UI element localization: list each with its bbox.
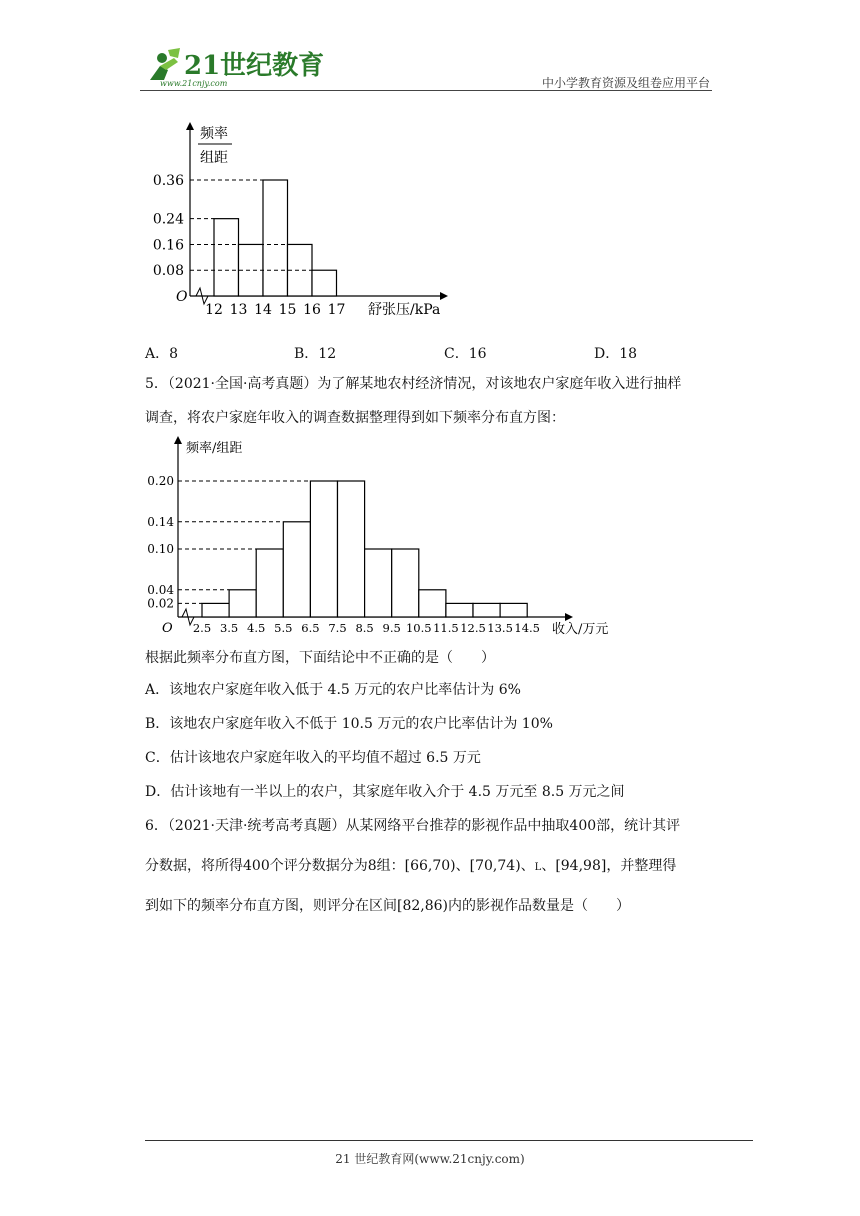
bar-11.5-12.5 <box>446 603 473 617</box>
origin-label: O <box>176 289 188 305</box>
bar-6.5-7.5 <box>310 481 337 617</box>
x-tick-10.5: 10.5 <box>405 621 432 635</box>
q5-question: 根据此频率分布直方图，下面结论中不正确的是（ ） <box>145 650 495 666</box>
y-tick-0.20: 0.20 <box>147 474 174 488</box>
q5-option-b[interactable]: B．该地农户家庭年收入不低于 10.5 万元的农户比率估计为 10% <box>145 716 553 732</box>
y-axis-label-top: 频率 <box>200 126 228 142</box>
bar-16-17 <box>312 270 337 296</box>
bar-4.5-5.5 <box>256 549 283 617</box>
x-axis-arrow-icon <box>565 613 573 621</box>
site-logo <box>140 44 325 90</box>
q6-line2 <box>145 856 715 878</box>
x-tick-14: 14 <box>254 302 272 318</box>
x-tick-8.5: 8.5 <box>355 621 374 635</box>
q6-sep1: 、 <box>455 858 470 874</box>
q6-line3-text: 到如下的频率分布直方图，则评分在区间 <box>145 898 397 914</box>
footer-divider <box>145 1140 753 1141</box>
logo-url: www.21cnjy.com <box>160 79 228 88</box>
y-tick-0.04: 0.04 <box>147 582 174 597</box>
x-tick-3.5: 3.5 <box>219 621 239 635</box>
x-tick-7.5: 7.5 <box>328 621 347 635</box>
y-axis-label: 频率/组距 <box>186 441 243 456</box>
header-divider <box>140 90 712 91</box>
q6-line2-text: 分数据，将所得400个评分数据分为8组： <box>145 858 405 874</box>
logo-text: 21世纪教育 <box>184 51 325 81</box>
bar-12-13 <box>214 219 239 296</box>
interval-94-98: [94,98] <box>555 858 607 874</box>
x-tick-13: 13 <box>229 302 248 318</box>
q6-line2-end: ，并整理得 <box>606 858 677 874</box>
choice-c[interactable]: C．16 <box>444 346 487 362</box>
footer-text: 21 世纪教育网(www.21cnjy.com) <box>335 1152 525 1166</box>
y-axis-arrow-icon <box>186 122 194 130</box>
chart1-svg <box>152 118 460 328</box>
y-tick-0.36: 0.36 <box>152 173 184 189</box>
x-tick-9.5: 9.5 <box>382 621 401 635</box>
bar-8.5-9.5 <box>365 549 392 617</box>
bar-12.5-13.5 <box>473 603 500 617</box>
choice-a[interactable]: A．8 <box>145 346 179 362</box>
chart-income <box>140 434 620 644</box>
interval-70-74: [70,74) <box>469 858 521 874</box>
choice-b[interactable]: B．12 <box>294 346 337 362</box>
bar-9.5-10.5 <box>392 549 419 617</box>
x-tick-17: 17 <box>327 302 346 318</box>
header-platform-text: 中小学教育资源及组卷应用平台 <box>541 76 710 90</box>
interval-82-86: [82,86) <box>397 898 449 914</box>
bar-13.5-14.5 <box>500 603 527 617</box>
x-tick-4.5: 4.5 <box>247 621 266 635</box>
q5-option-c[interactable]: C．估计该地农户家庭年收入的平均值不超过 6.5 万元 <box>145 750 481 766</box>
x-tick-12.5: 12.5 <box>460 621 486 635</box>
q6-line3 <box>145 896 715 916</box>
bar-10.5-11.5 <box>419 590 446 617</box>
choice-d[interactable]: D．18 <box>594 346 638 362</box>
x-tick-12: 12 <box>205 302 223 318</box>
q5-line1: 5．（2021·全国·高考真题）为了解某地农村经济情况，对该地农户家庭年收入进行抽样 <box>145 376 682 392</box>
q5-line2: 调查，将农户家庭年收入的调查数据整理得到如下频率分布直方图： <box>145 410 565 426</box>
y-axis-label-bottom: 组距 <box>200 150 228 166</box>
bar-3.5-4.5 <box>229 590 256 617</box>
chart2-svg <box>140 434 620 644</box>
q5-option-a[interactable]: A．该地农户家庭年收入低于 4.5 万元的农户比率估计为 6% <box>145 682 521 698</box>
y-tick-0.14: 0.14 <box>147 514 174 529</box>
x-tick-15: 15 <box>278 302 297 318</box>
q6-line1: 6．（2021·天津·统考高考真题）从某网络平台推荐的影视作品中抽取400部，统计其评 <box>145 818 681 834</box>
x-tick-11.5: 11.5 <box>433 621 459 635</box>
q6-line3-end: 内的影视作品数量是（ ） <box>448 898 631 914</box>
y-tick-0.02: 0.02 <box>147 596 174 611</box>
origin-label: O <box>162 621 173 636</box>
x-axis-arrow-icon <box>440 292 448 300</box>
runner-logo-icon <box>150 48 180 80</box>
chart-blood-pressure <box>152 118 460 328</box>
x-tick-2.5: 2.5 <box>192 621 212 635</box>
y-tick-0.10: 0.10 <box>147 542 174 556</box>
x-tick-13.5: 13.5 <box>487 621 513 635</box>
y-tick-0.24: 0.24 <box>152 211 184 228</box>
bar-5.5-6.5 <box>283 522 310 617</box>
ellipsis-glyph: L <box>534 862 542 873</box>
x-tick-16: 16 <box>303 302 321 318</box>
bar-2.5-3.5 <box>202 603 229 617</box>
x-tick-14.5: 14.5 <box>514 621 541 635</box>
bar-7.5-8.5 <box>338 481 365 617</box>
q6-sep2: 、 <box>520 858 535 874</box>
y-tick-0.08: 0.08 <box>152 263 184 280</box>
interval-66-70: [66,70) <box>404 858 456 874</box>
bar-14-15 <box>263 180 288 296</box>
x-tick-6.5: 6.5 <box>301 621 320 635</box>
x-axis-label: 舒张压/kPa <box>368 302 441 318</box>
y-tick-0.16: 0.16 <box>152 237 184 254</box>
y-axis-arrow-icon <box>174 436 182 444</box>
q5-option-d[interactable]: D．估计该地有一半以上的农户，其家庭年收入介于 4.5 万元至 8.5 万元之间 <box>145 784 625 800</box>
q6-sep3: 、 <box>541 858 556 874</box>
x-axis-label: 收入/万元 <box>552 622 609 637</box>
x-tick-5.5: 5.5 <box>274 621 293 635</box>
